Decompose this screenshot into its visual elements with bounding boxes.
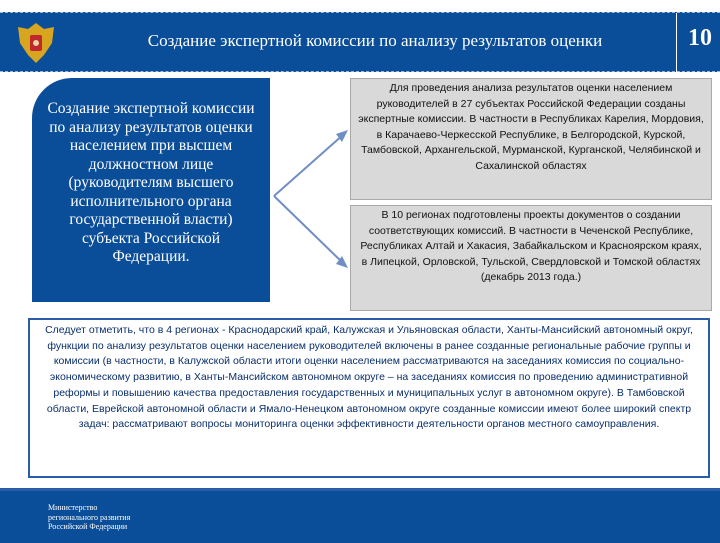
page-number: 10 [688, 25, 712, 51]
header-bar [0, 12, 720, 72]
note-box [28, 318, 710, 478]
info-text: Для проведения анализа результатов оценки населением руководителей в 27 субъектах Российской Федерации созданы экспертные комиссии. В частности в Республиках Карелия, Мордовия, в Карачаево-Черкесской Республике, в Белгородской, Курской, Тамбовской, Архангельской, Мурманской, Курганской, Челябинской и Сахалинской областях [358, 82, 704, 172]
branch-arrows-icon [270, 120, 352, 280]
left-summary-text: Создание экспертной комиссии по анализу результатов оценки населением при высшем должностном лице (руководителям высшего исполнительного органа государственной власти) субъекта Российской Федерации. [47, 100, 255, 265]
footer-line: регионального развития [48, 512, 131, 522]
footer-line: Министерство [48, 503, 98, 512]
ministry-name [48, 503, 130, 532]
left-summary-box [32, 78, 270, 302]
footer-bar [0, 488, 720, 543]
info-box-created-commissions [350, 78, 712, 200]
header-divider [676, 13, 677, 79]
footer-line: Российской Федерации [48, 522, 128, 531]
page-title: Создание экспертной комиссии по анализу результатов оценки [147, 31, 603, 50]
note-text: Следует отметить, что в 4 регионах - Краснодарский край, Калужская и Ульяновская области, Ханты-Мансийский автономный округ, функции по анализу результатов оценки населением руководителей включены в ранее созданные региональные рабочие группы и комиссии (в частности, в Калужской области итоги оценки населением рассматриваются на заседаниях комиссия по социально-экономическому развитию, в Ханты-Мансийском автономном округе – на заседаниях комиссия по проведению административной реформы и повышению качества предоставления государственных и муниципальных услуг в автономном округе). В Тамбовской области, Еврейской автономной области и Ямало-Ненецком автономном округе созданные комиссии имеют более широкий спектр задач: рассматривают вопросы мониторинга оценки эффективности деятельности органов местного самоуправления. [45, 324, 693, 431]
info-text: В 10 регионах подготовлены проекты документов о создании соответствующих комиссий. В частности в Чеченской Республике, Республиках Алтай и Хакасия, Забайкальском и Красноярском краях, в Липецкой, Орловской, Тульской, Свердловской и Томской областях (декабрь 2013 года.) [360, 209, 702, 283]
coat-of-arms-icon [14, 19, 58, 67]
info-box-draft-documents [350, 205, 712, 311]
